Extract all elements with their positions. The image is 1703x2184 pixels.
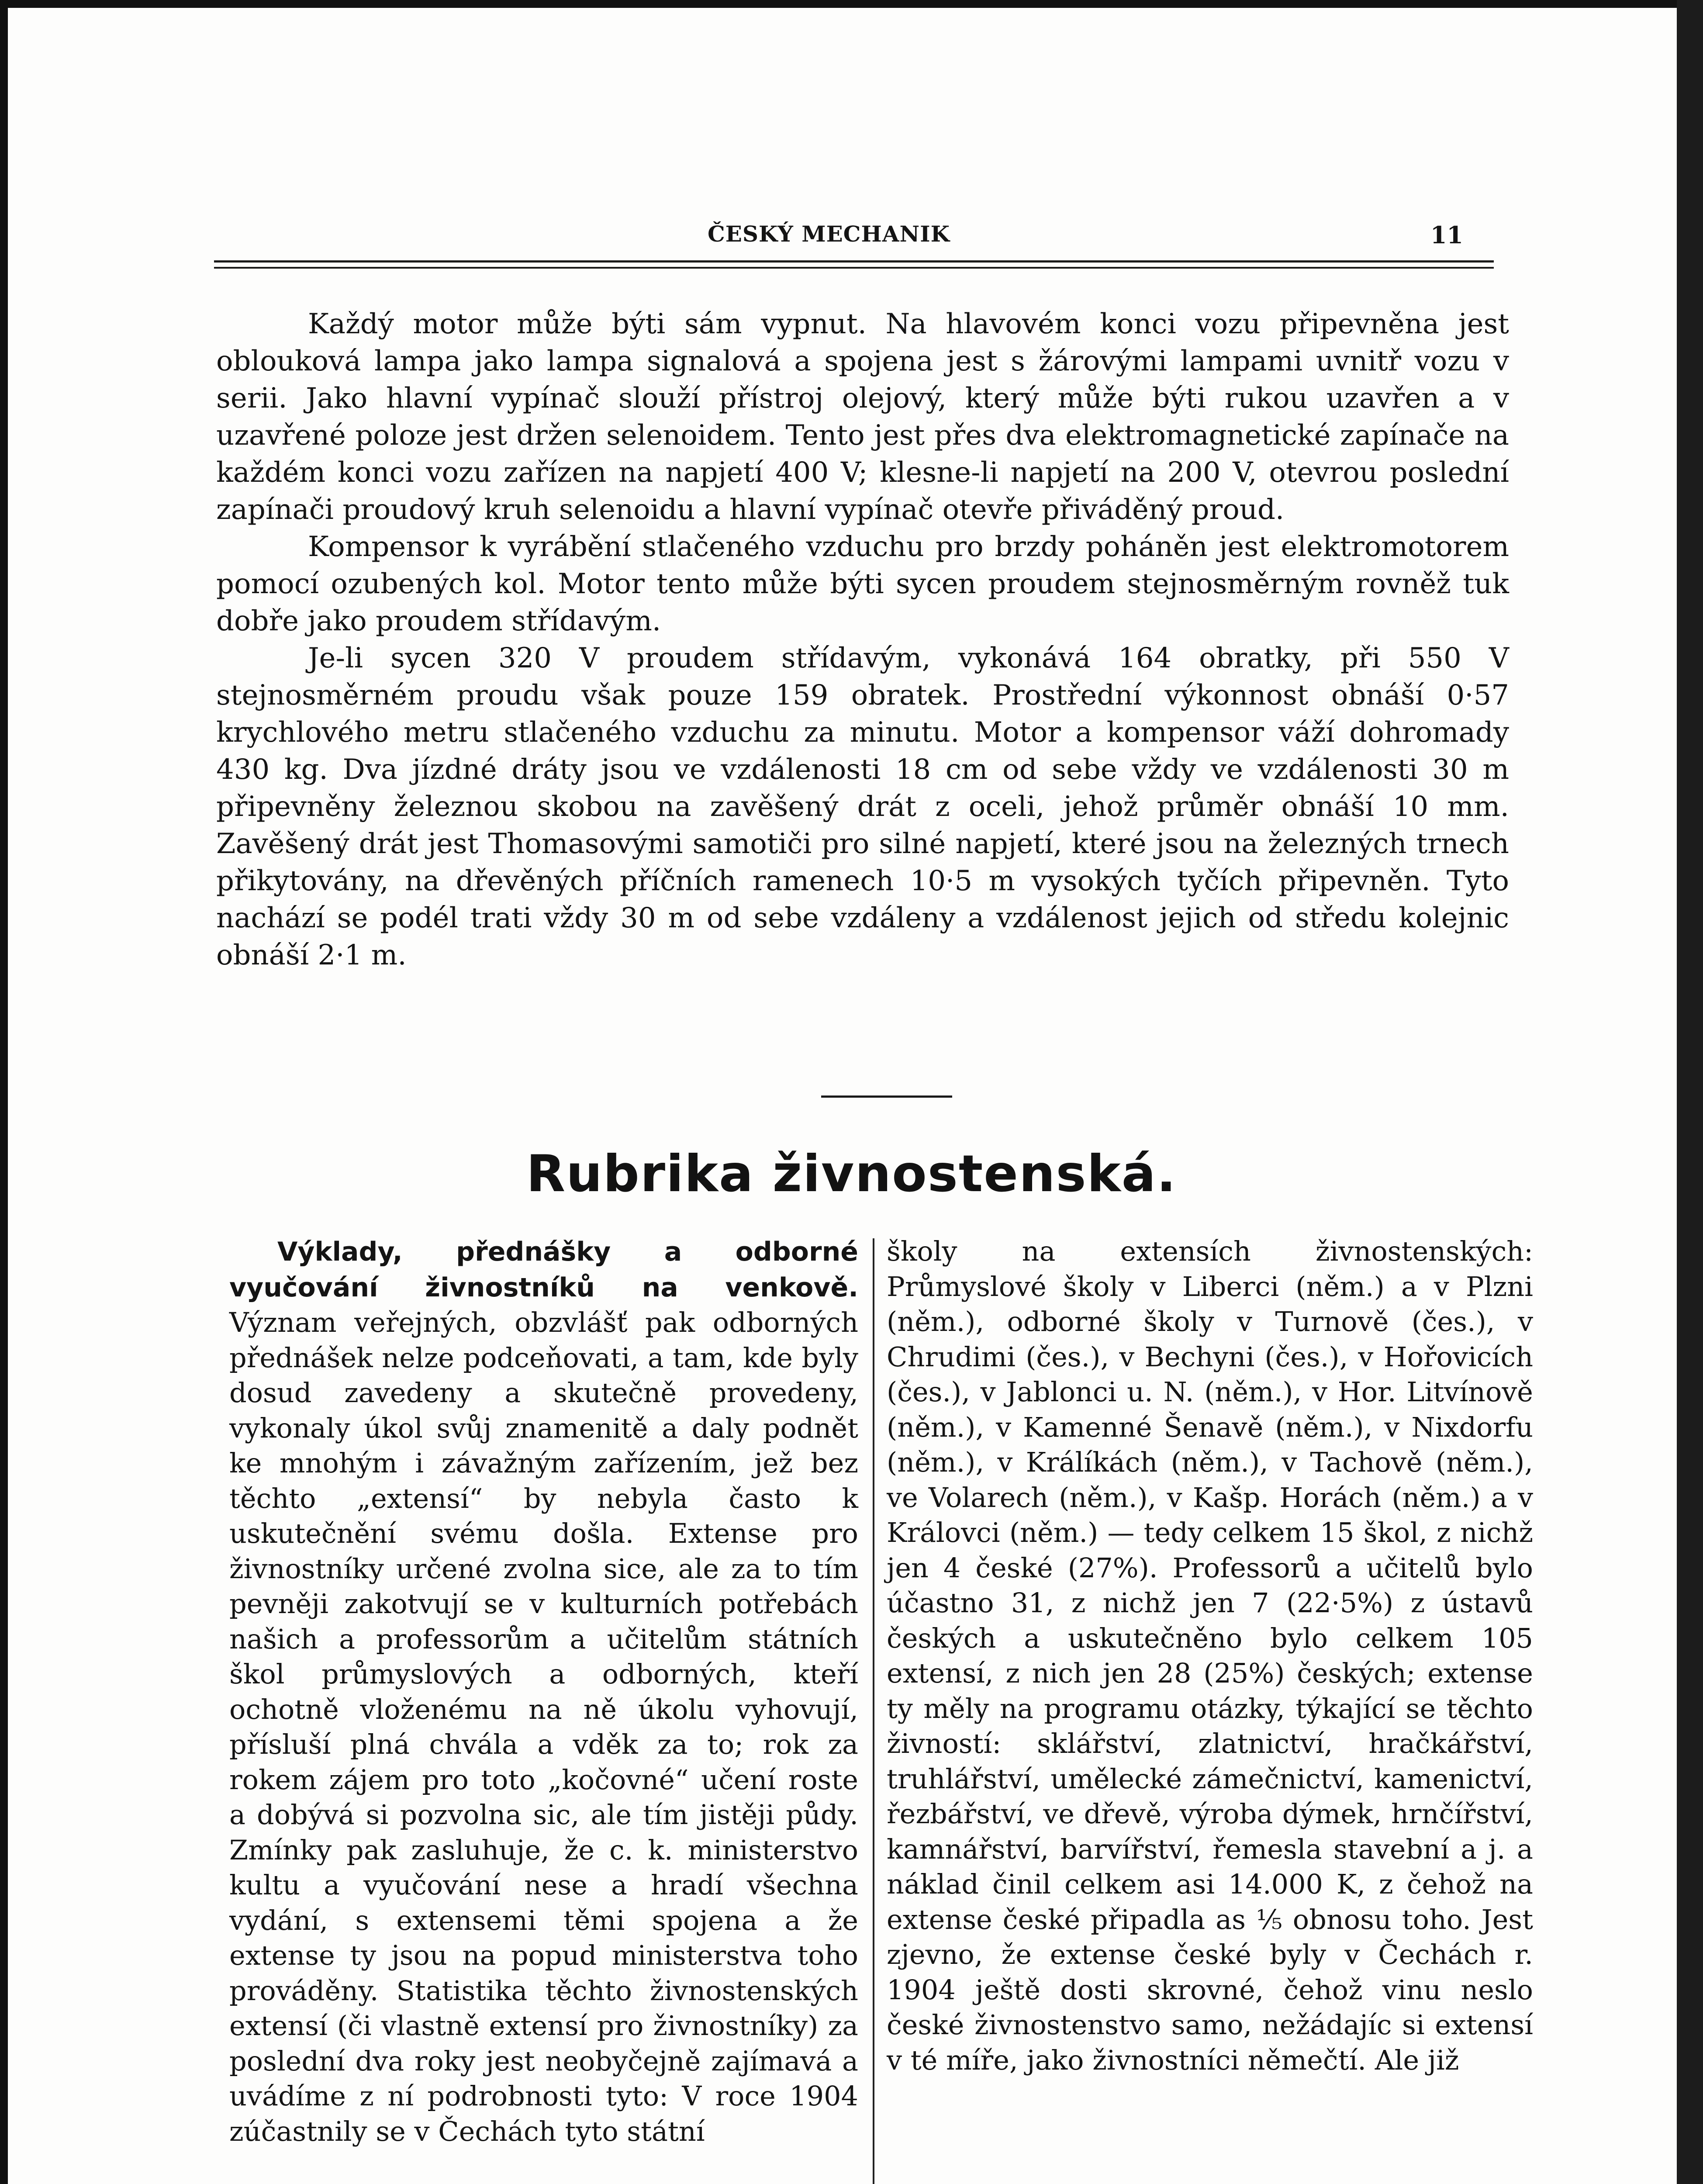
- paragraph: Je-li sycen 320 V proudem střídavým, vykonává 164 obratky, při 550 V stejnosměrném proudu však pouze 159 obratek. Prostřední výkonnost obnáší 0·57 krychlového metru stlačeného vzduchu za minutu. Motor a kompensor váží dohromady 430 kg. Dva jízdné dráty jsou ve vzdálenosti 18 cm od sebe vždy ve vzdálenosti 30 m připevněny železnou skobou na zavěšený drát z oceli, jehož průměr obnáší 10 mm. Zavěšený drát jest Thomasovými samotiči pro silné napjetí, které jsou na železných trnech přikytovány, na dřevěných příčních ramenech 10·5 m vysokých tyčích připevněn. Tyto nachází se podél trati vždy 30 m od sebe vzdáleny a vzdálenost jejich od středu kolejnic obnáší 2·1 m.: [216, 642, 1509, 971]
- top-article: [216, 306, 1509, 974]
- article-body-start: [229, 1234, 858, 2149]
- right-column: [887, 1234, 1533, 2078]
- left-column: [229, 1234, 858, 2149]
- paragraph: Kompensor k vyrábění stlačeného vzduchu pro brzdy poháněn jest elektromotorem pomocí ozubených kol. Motor tento může býti sycen proudem stejnosměrným rovněž tuk dobře jako proudem střídavým.: [216, 531, 1509, 637]
- running-header: [214, 218, 1463, 253]
- section-separator: [821, 1095, 952, 1098]
- scan-edge-right: [1677, 0, 1703, 2184]
- article-text-right: školy na extensích živnostenských: Průmyslové školy v Liberci (něm.) a v Plzni (něm.), odborné školy v Turnově (čes.), v Chrudimi (čes.), v Bechyni (čes.), v Hořovicích (čes.), v Jablonci u. N. (něm.), v Hor. Litvínově (něm.), v Kamenné Šenavě (něm.), v Nixdorfu (něm.), v Králíkách (něm.), v Tachově (něm.), ve Volarech (něm.), v Kašp. Horách (něm.) a v Královci (něm.) — tedy celkem 15 škol, z nichž jen 4 české (27%). Professorů a učitelů bylo účastno 31, z nichž jen 7 (22·5%) z ústavů českých a uskutečněno bylo celkem 105 extensí, z nich jen 28 (25%) českých; extense ty měly na programu otázky, týkající se těchto živností: sklářství, zlatnictví, hračkářství, truhlářství, umělecké zámečnictví, kamenictví, řezbářství, ve dřevě, výroba dýmek, hrnčířství, kamnářství, barvířství, řemesla stavební a j. a náklad činil celkem asi 14.000 K, z čehož na extense české připadla as ⅕ obnosu toho. Jest zjevno, že extense české byly v Čechách r. 1904 ještě dosti skrovné, čehož vinu neslo české živnostenstvo samo, nežádajíc si extensí v té míře, jako živnostníci němečtí. Ale již: [887, 1235, 1533, 2076]
- running-title: ČESKÝ MECHANIK: [708, 221, 950, 247]
- column-divider: [873, 1238, 874, 2184]
- section-heading: Rubrika živnostenská.: [526, 1144, 1177, 1203]
- page-number: 11: [1430, 221, 1463, 249]
- paragraph: Každý motor může býti sám vypnut. Na hlavovém konci vozu připevněna jest oblouková lampa jako lampa signalová a spojena jest s žárovými lampami uvnitř vozu v serii. Jako hlavní vypínač slouží přístroj olejový, který může býti rukou uzavřen a v uzavřené poloze jest držen selenoidem. Tento jest přes dva elektromagnetické zapínače na každém konci vozu zařízen na napjetí 400 V; klesne-li napjetí na 200 V, otevrou poslední zapínači proudový kruh selenoidu a hlavní vypínač otevře přiváděný proud.: [216, 308, 1509, 526]
- article-text-left: Význam veřejných, obzvlášť pak odborných přednášek nelze podceňovati, a tam, kde byly dosud zavedeny a skutečně provedeny, vykonaly úkol svůj znamenitě a daly podnět ke mnohým i závažným zařízením, jež bez těchto „extensí“ by nebyla často k uskutečnění svému došla. Extense pro živnostníky určené zvolna sice, ale za to tím pevněji zakotvují se v kulturních potřebách našich a professorům a učitelům státních škol průmyslových a odborných, kteří ochotně vloženému na ně úkolu vyhovují, přísluší plná chvála a vděk za to; rok za rokem zájem pro toto „kočovné“ učení roste a dobývá si pozvolna sic, ale tím jistěji půdy. Zmínky pak zasluhuje, že c. k. ministerstvo kultu a vyučování nese a hradí všechna vydání, s extensemi těmi spojena a že extense ty jsou na popud ministerstva toho prováděny. Statistika těchto živnostenských extensí (či vlastně extensí pro živnostníky) za poslední dva roky jest neobyčejně zajímavá a uvádíme z ní podrobnosti tyto: V roce 1904 zúčastnily se v Čechách tyto státní: [229, 1306, 858, 2147]
- header-rule: [214, 260, 1494, 269]
- article-lead: Výklady, přednášky a odborné vyučování živnostníků na venkově.: [229, 1237, 858, 1303]
